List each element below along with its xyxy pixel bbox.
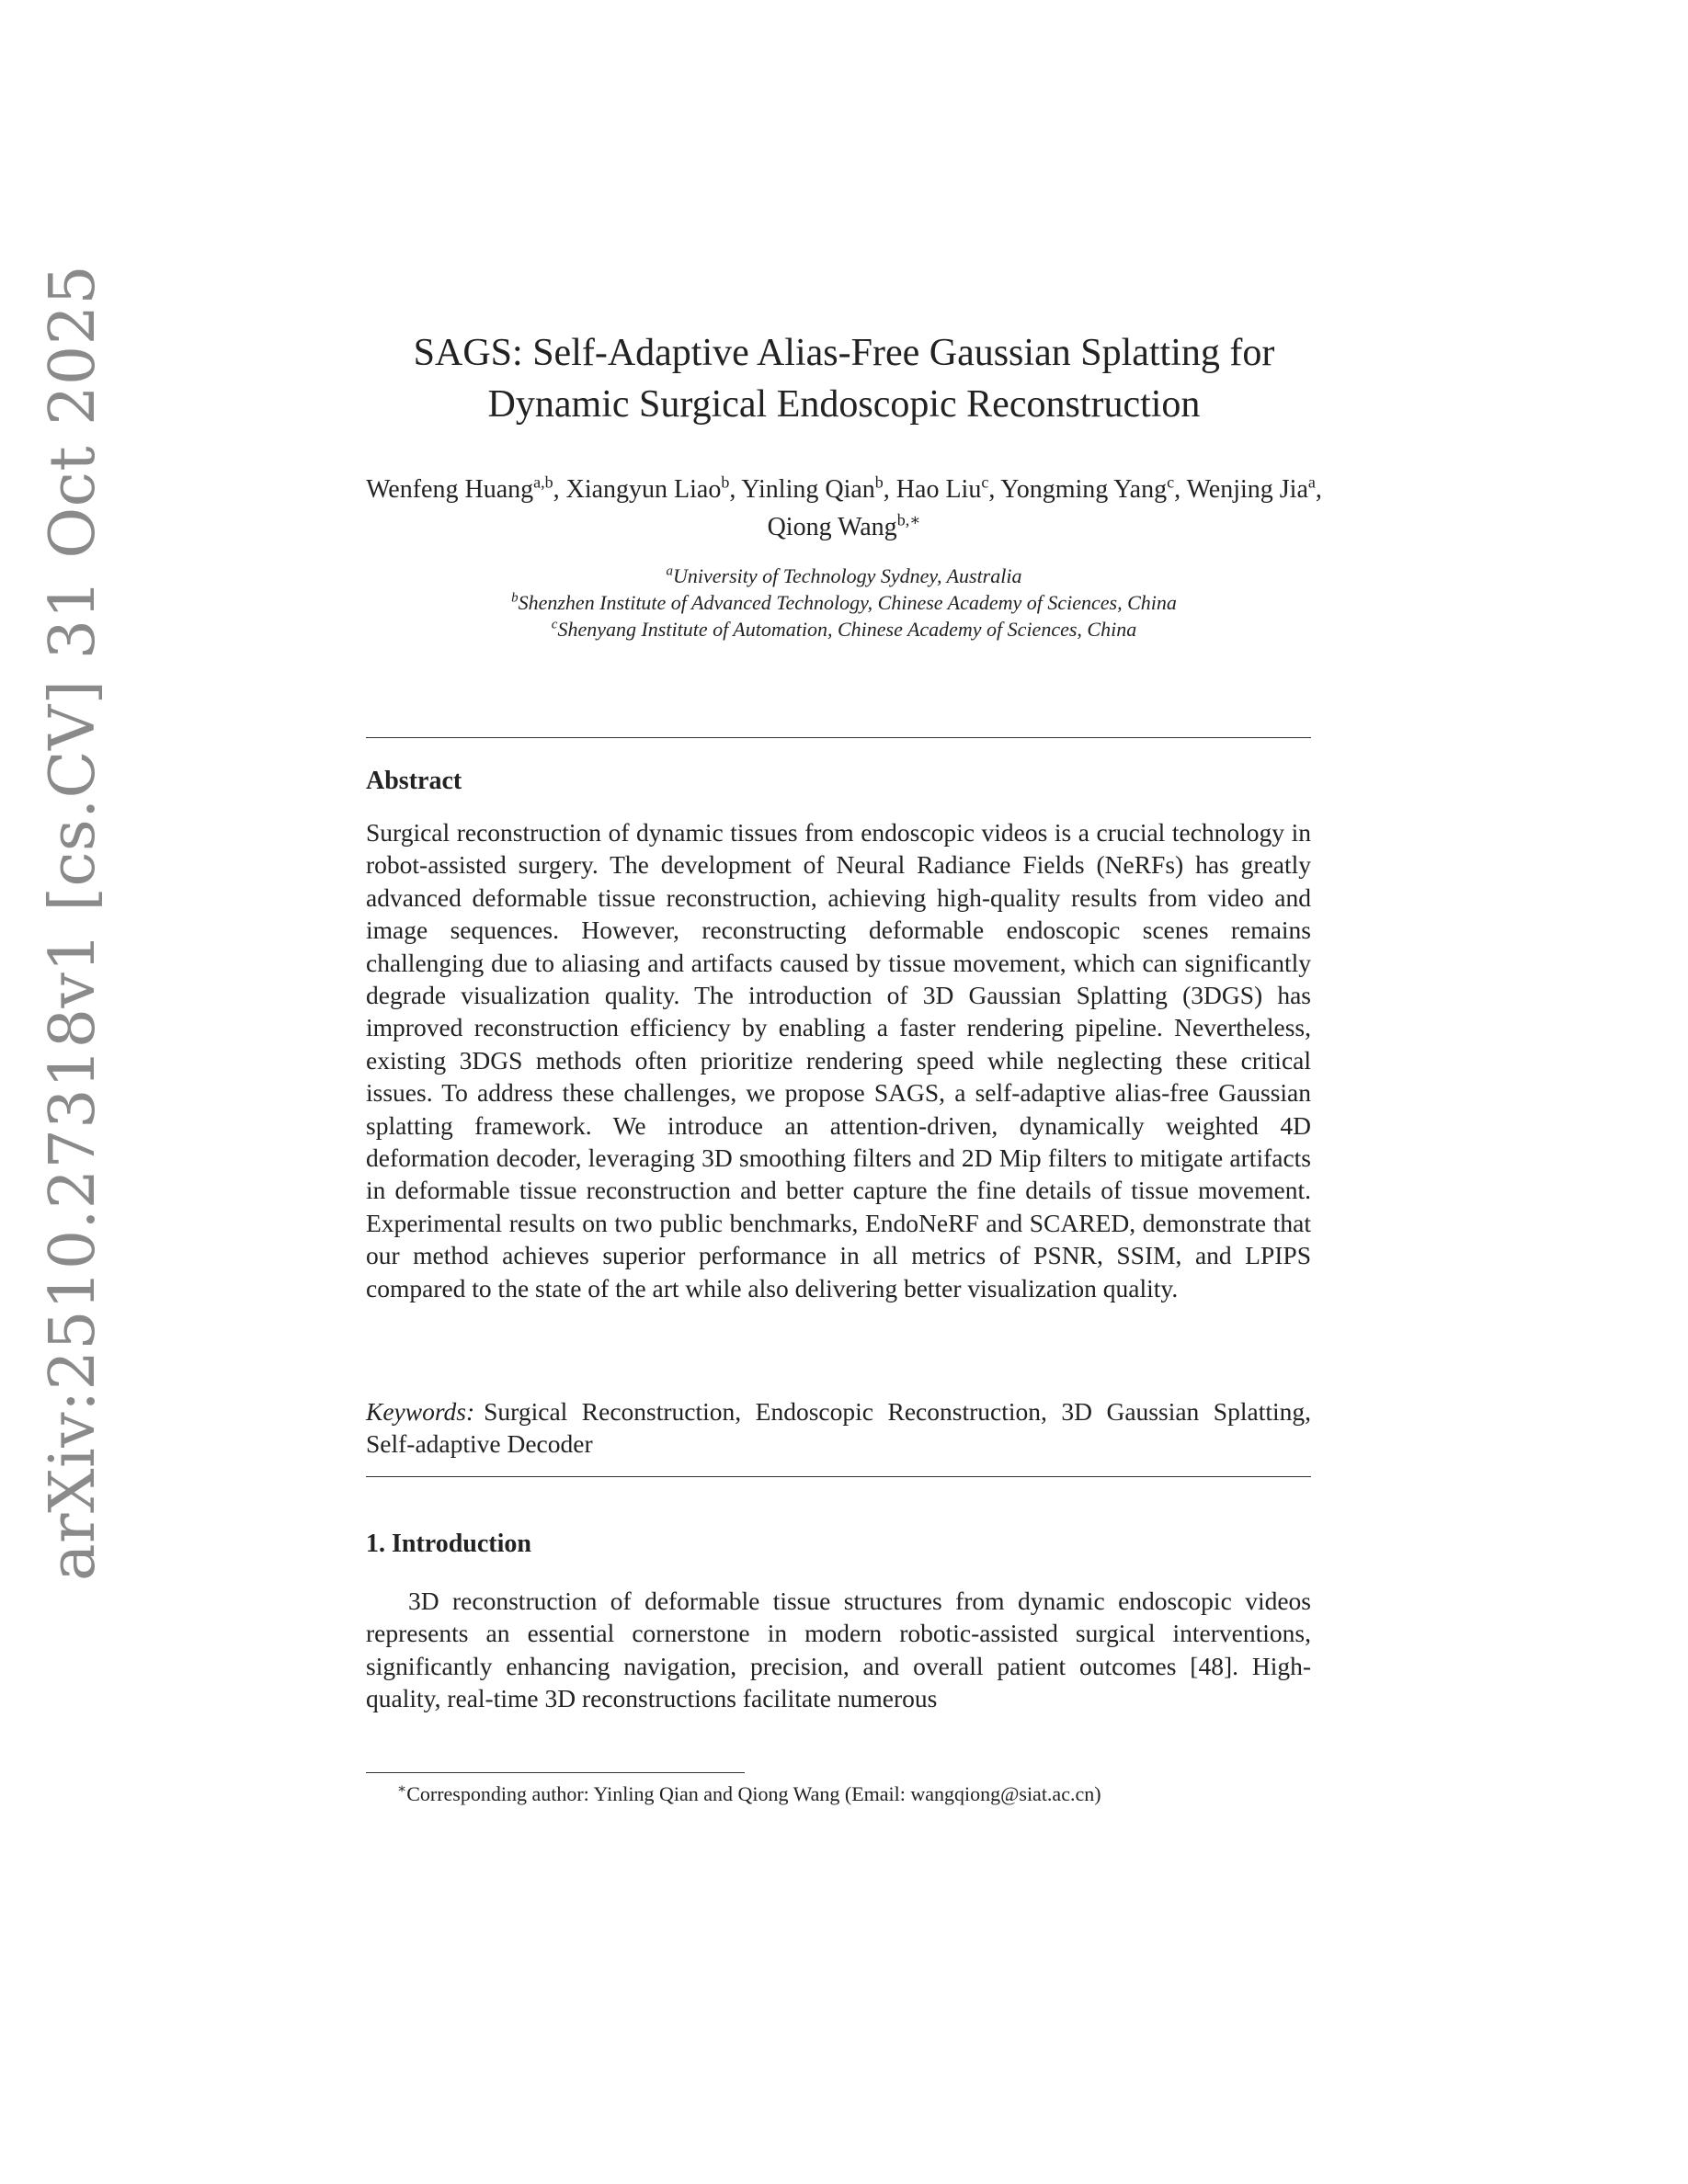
affiliation-list xyxy=(366,563,1322,643)
section-heading-introduction: 1. Introduction xyxy=(366,1530,531,1558)
footnote-text: Corresponding author: Yinling Qian and Qiong Wang (Email: wangqiong@siat.ac.cn) xyxy=(406,1782,1101,1805)
affiliation: $^c$Shenyang Institute of Automation, Chinese Academy of Sciences, China xyxy=(551,617,1137,641)
author: Wenjing Jia$^a$, xyxy=(1186,472,1322,504)
title-line-2: Dynamic Surgical Endoscopic Reconstruction xyxy=(487,383,1201,426)
title-line-1: SAGS: Self-Adaptive Alias-Free Gaussian Splatting for xyxy=(413,332,1275,374)
author: Hao Liu$^c$, xyxy=(895,472,1001,504)
author: Wenfeng Huang$^{a,b}$, xyxy=(366,472,566,504)
affiliation: $^b$Shenzhen Institute of Advanced Technology, Chinese Academy of Sciences, China xyxy=(511,590,1177,614)
abstract-text: Surgical reconstruction of dynamic tissues from endoscopic videos is a crucial technology in robot-assisted surgery. The development of Neural Radiance Fields (NeRFs) has greatly advanced deformable tissue reconstruction, achieving high-quality results from video and image sequences. However, reconstructing deformable endoscopic scenes remains challenging due to aliasing and artifacts caused by tissue movement, which can significantly degrade visualization quality. The introduction of 3D Gaussian Splatting (3DGS) has improved reconstruction efficiency by enabling a faster rendering pipeline. Nevertheless, existing 3DGS methods often prioritize rendering speed while neglecting these critical issues. To address these challenges, we propose SAGS, a self-adaptive alias-free Gaussian splatting framework. We introduce an attention-driven, dynamically weighted 4D deformation decoder, leveraging 3D smoothing filters and 2D Mip filters to mitigate artifacts in deformable tissue reconstruction and better capture the fine details of tissue movement. Experimental results on two public benchmarks, EndoNeRF and SCARED, demonstrate that our method achieves superior performance in all metrics of PSNR, SSIM, and LPIPS compared to the state of the art while also delivering better visualization quality. xyxy=(366,818,1311,1302)
keywords-label: Keywords: xyxy=(366,1397,475,1426)
introduction-paragraph: 3D reconstruction of deformable tissue structures from dynamic endoscopic videos represents an essential cornerstone in modern robotic-assisted surgical interventions, significantly enhancing navigation, precision, and overall patient outcomes [48]. High-quality, real-time 3D reconstructions facilitate numerous xyxy=(366,1587,1311,1713)
author: Yongming Yang$^c$, xyxy=(1000,472,1187,504)
keywords-text: Surgical Reconstruction, Endoscopic Reconstruction, 3D Gaussian Splatting, Self-adaptive Decoder xyxy=(366,1397,1311,1459)
footnote xyxy=(397,1781,1101,1807)
keywords xyxy=(366,1395,1311,1461)
abstract-bottom-rule xyxy=(366,1476,1311,1477)
abstract-heading: Abstract xyxy=(366,767,462,795)
arxiv-identifier-stamp: arXiv:2510.27318v1 [cs.CV] 31 Oct 2025 xyxy=(37,264,109,1581)
abstract-top-rule xyxy=(366,737,1311,738)
author-list xyxy=(366,471,1322,546)
author: Xiangyun Liao$^b$, xyxy=(565,472,742,504)
footnote-marker: ∗ xyxy=(397,1781,407,1797)
affiliation: $^a$University of Technology Sydney, Australia xyxy=(666,563,1022,587)
author: Yinling Qian$^b$, xyxy=(741,472,896,504)
author: Qiong Wang$^{b,∗}$ xyxy=(767,510,921,541)
paper-title xyxy=(366,327,1322,430)
footnote-rule xyxy=(366,1772,745,1773)
